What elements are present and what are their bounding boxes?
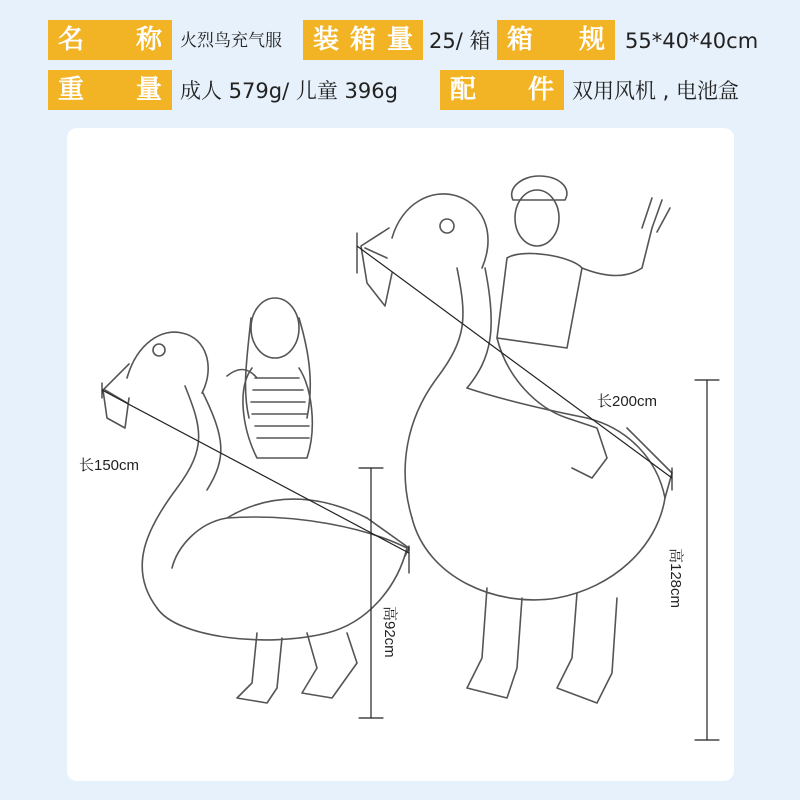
child-length-label: 长150cm: [79, 457, 140, 474]
name-label: [48, 20, 172, 60]
adult-height-line: [695, 380, 719, 740]
box-spec-label-char-1: 箱: [507, 25, 534, 55]
weight-label-char-1: 重: [58, 75, 85, 105]
box-qty-label-char-2: 箱: [349, 25, 376, 55]
box-qty-value: 25/ 箱: [429, 29, 491, 53]
name-label-char-1: 名: [58, 25, 85, 55]
box-qty-label-char-1: 装: [313, 25, 340, 55]
weight-label: [48, 70, 172, 110]
box-spec-label-char-2: 规: [578, 25, 605, 55]
box-qty-label-char-3: 量: [386, 25, 413, 55]
flamingo-costume-sketch: [67, 128, 734, 781]
adult-height-label: 高128cm: [667, 548, 684, 609]
weight-label-char-2: 量: [135, 75, 162, 105]
name-label-char-2: 称: [135, 25, 162, 55]
accessory-label-char-2: 件: [527, 75, 554, 105]
accessory-label-char-1: 配: [450, 75, 477, 105]
child-length-line: [102, 383, 409, 573]
accessory-value: 双用风机 , 电池盒: [572, 79, 740, 103]
accessory-label: [440, 70, 564, 110]
name-value: 火烈鸟充气服: [180, 31, 282, 51]
spec-table: [0, 0, 800, 120]
child-flamingo-figure: [103, 298, 409, 703]
child-height-label: 高92cm: [381, 606, 398, 658]
product-illustration-panel: [67, 128, 734, 781]
adult-length-label: 长200cm: [597, 393, 658, 410]
box-spec-label: [497, 20, 615, 60]
child-height-line: [359, 468, 383, 718]
adult-flamingo-figure: [361, 176, 672, 703]
adult-length-line: [357, 233, 672, 490]
box-qty-label: [303, 20, 423, 60]
box-spec-value: 55*40*40cm: [625, 29, 759, 53]
weight-value: 成人 579g/ 儿童 396g: [180, 79, 398, 103]
